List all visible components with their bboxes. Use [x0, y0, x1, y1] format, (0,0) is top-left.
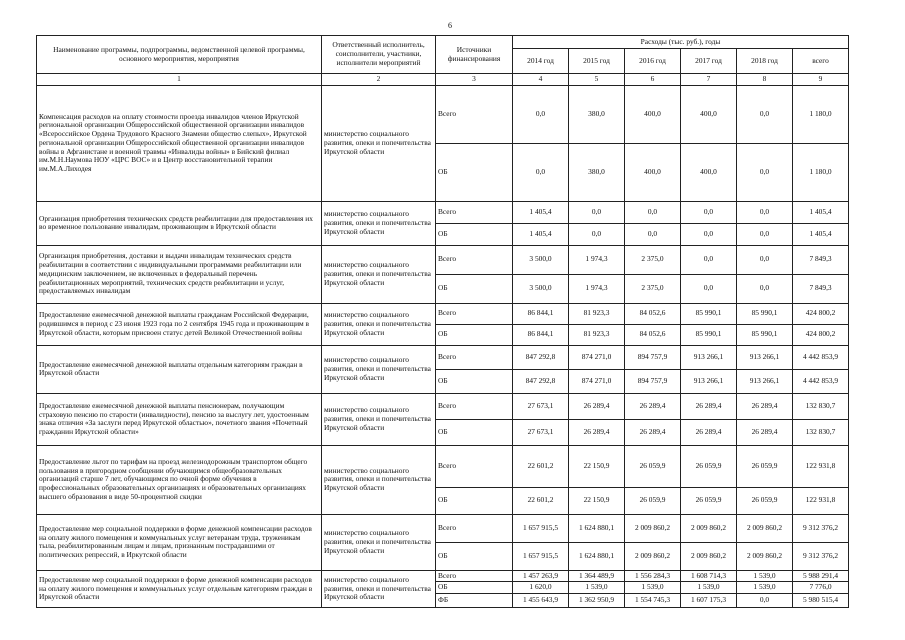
value-year: 1 657 915,5: [513, 542, 569, 570]
column-number: 9: [793, 74, 849, 86]
value-total: 7 849,3: [793, 245, 849, 274]
value-total: 1 405,4: [793, 223, 849, 245]
value-year: 22 150,9: [569, 487, 625, 514]
value-year: 3 500,0: [513, 274, 569, 303]
value-year: 26 289,4: [737, 419, 793, 445]
funding-source: ОБ: [436, 582, 513, 594]
funding-source: Всего: [436, 245, 513, 274]
value-year: 26 289,4: [569, 393, 625, 419]
header-name: Наименование программы, подпрограммы, ведомственной целевой программы, основного мероприятия, мероприятия: [37, 36, 322, 74]
value-year: 0,0: [513, 143, 569, 201]
value-total: 132 830,7: [793, 419, 849, 445]
value-year: 85 990,1: [737, 324, 793, 345]
value-year: 1 405,4: [513, 201, 569, 223]
measure-executor: министерство социального развития, опеки и попечительства Иркутской области: [322, 345, 436, 393]
value-year: 1 364 489,9: [569, 570, 625, 582]
value-year: 22 150,9: [569, 445, 625, 487]
value-year: 400,0: [625, 85, 681, 143]
value-year: 26 289,4: [681, 393, 737, 419]
value-total: 122 931,8: [793, 445, 849, 487]
value-year: 1 455 643,9: [513, 594, 569, 608]
measure-name: Предоставление мер социальной поддержки в форме денежной компенсации расходов на оплату жилого помещения и коммунальных услуг отдельным категориям граждан в Иркутской области: [37, 570, 322, 607]
value-year: 2 375,0: [625, 274, 681, 303]
value-year: 1 539,0: [737, 570, 793, 582]
value-year: 26 289,4: [625, 419, 681, 445]
table-row: [37, 85, 849, 143]
value-year: 2 009 860,2: [737, 514, 793, 542]
value-year: 1 608 714,3: [681, 570, 737, 582]
program-expenses-table: [36, 35, 849, 608]
value-year: 400,0: [681, 85, 737, 143]
value-year: 2 009 860,2: [625, 542, 681, 570]
header-source: Источники финансирования: [436, 36, 513, 74]
column-number-row: [37, 74, 849, 86]
measure-name: Компенсация расходов на оплату стоимости проезда инвалидов членов Иркутской региональной организации Общероссийской общественной организации инвалидов «Всероссийское Ордена Трудового Красного Знамени общество слепых», Иркутской региональной организации Общероссийской общественной организации инвалидов войны в Афганистане и военной травмы «Инвалиды войны» в Бийский филиал им.М.Н.Наумова НОУ «ЦРС ВОС» и в Центр восстановительной терапии им.М.А.Лиходея: [37, 85, 322, 201]
measure-executor: министерство социального развития, опеки и попечительства Иркутской области: [322, 393, 436, 445]
value-year: 1 457 263,9: [513, 570, 569, 582]
value-year: 0,0: [681, 274, 737, 303]
value-year: 3 500,0: [513, 245, 569, 274]
value-year: 1 405,4: [513, 223, 569, 245]
value-year: 2 375,0: [625, 245, 681, 274]
value-year: 380,0: [569, 85, 625, 143]
header-year: 2017 год: [681, 49, 737, 74]
value-total: 1 405,4: [793, 201, 849, 223]
table-row: [37, 514, 849, 542]
table-row: [37, 393, 849, 419]
funding-source: ОБ: [436, 143, 513, 201]
measure-executor: министерство социального развития, опеки и попечительства Иркутской области: [322, 85, 436, 201]
value-year: 81 923,3: [569, 303, 625, 324]
header-year: 2015 год: [569, 49, 625, 74]
column-number: 2: [322, 74, 436, 86]
funding-source: ОБ: [436, 369, 513, 393]
value-year: 26 289,4: [681, 419, 737, 445]
value-year: 85 990,1: [681, 303, 737, 324]
value-year: 26 289,4: [569, 419, 625, 445]
value-year: 1 607 175,3: [681, 594, 737, 608]
value-year: 84 052,6: [625, 303, 681, 324]
value-year: 2 009 860,2: [681, 514, 737, 542]
value-year: 0,0: [737, 143, 793, 201]
funding-source: Всего: [436, 514, 513, 542]
value-year: 1 539,0: [681, 582, 737, 594]
value-total: 424 800,2: [793, 303, 849, 324]
value-year: 380,0: [569, 143, 625, 201]
value-year: 847 292,8: [513, 345, 569, 369]
funding-source: Всего: [436, 345, 513, 369]
measure-executor: министерство социального развития, опеки и попечительства Иркутской области: [322, 245, 436, 303]
value-total: 4 442 853,9: [793, 369, 849, 393]
header-year: 2018 год: [737, 49, 793, 74]
column-number: 5: [569, 74, 625, 86]
funding-source: ФБ: [436, 594, 513, 608]
funding-source: Всего: [436, 570, 513, 582]
value-year: 84 052,6: [625, 324, 681, 345]
header-executor: Ответственный исполнитель, соисполнители, участники, исполнители мероприятий: [322, 36, 436, 74]
value-total: 122 931,8: [793, 487, 849, 514]
value-total: 9 312 376,2: [793, 514, 849, 542]
value-total: 132 830,7: [793, 393, 849, 419]
value-year: 86 844,1: [513, 303, 569, 324]
header-year: 2014 год: [513, 49, 569, 74]
value-total: 424 800,2: [793, 324, 849, 345]
value-year: 913 266,1: [681, 369, 737, 393]
header-expenses: Расходы (тыс. руб.), годы: [513, 36, 849, 49]
value-year: 1 554 745,3: [625, 594, 681, 608]
table-row: [37, 570, 849, 582]
measure-executor: министерство социального развития, опеки и попечительства Иркутской области: [322, 303, 436, 345]
value-year: 0,0: [569, 223, 625, 245]
value-year: 26 059,9: [625, 487, 681, 514]
value-year: 1 624 880,1: [569, 514, 625, 542]
funding-source: Всего: [436, 393, 513, 419]
measure-executor: министерство социального развития, опеки и попечительства Иркутской области: [322, 570, 436, 607]
measure-name: Предоставление льгот по тарифам на проезд железнодорожным транспортом общего пользования в пригородном сообщении обучающимся общеобразовательных организаций старше 7 лет, обучающимся по очной форме обучения в профессиональных образовательных организациях и образовательных организациях высшего образования в виде 50-процентной скидки: [37, 445, 322, 514]
value-year: 0,0: [737, 274, 793, 303]
value-year: 847 292,8: [513, 369, 569, 393]
value-year: 86 844,1: [513, 324, 569, 345]
value-year: 1 974,3: [569, 274, 625, 303]
column-number: 8: [737, 74, 793, 86]
value-year: 1 657 915,5: [513, 514, 569, 542]
value-year: 0,0: [625, 201, 681, 223]
column-number: 7: [681, 74, 737, 86]
value-year: 1 539,0: [569, 582, 625, 594]
column-number: 3: [436, 74, 513, 86]
funding-source: ОБ: [436, 223, 513, 245]
value-year: 0,0: [737, 245, 793, 274]
value-total: 9 312 376,2: [793, 542, 849, 570]
table-row: [37, 245, 849, 274]
column-number: 4: [513, 74, 569, 86]
value-year: 874 271,0: [569, 369, 625, 393]
value-year: 85 990,1: [681, 324, 737, 345]
value-total: 7 849,3: [793, 274, 849, 303]
funding-source: Всего: [436, 445, 513, 487]
value-year: 27 673,1: [513, 393, 569, 419]
value-year: 913 266,1: [737, 369, 793, 393]
funding-source: ОБ: [436, 274, 513, 303]
value-year: 26 059,9: [681, 445, 737, 487]
value-year: 1 556 284,3: [625, 570, 681, 582]
measure-name: Предоставление мер социальной поддержки в форме денежной компенсации расходов на оплату жилого помещения и коммунальных услуг ветеранам труда, труженикам тыла, реабилитированным лицам и лицам, признанным пострадавшими от политических репрессий, в Иркутской области: [37, 514, 322, 570]
value-year: 1 974,3: [569, 245, 625, 274]
value-year: 874 271,0: [569, 345, 625, 369]
measure-executor: министерство социального развития, опеки и попечительства Иркутской области: [322, 514, 436, 570]
value-year: 0,0: [737, 201, 793, 223]
table-row: [37, 201, 849, 223]
value-total: 1 180,0: [793, 85, 849, 143]
value-total: 1 180,0: [793, 143, 849, 201]
value-year: 2 009 860,2: [625, 514, 681, 542]
value-year: 0,0: [681, 223, 737, 245]
value-year: 0,0: [569, 201, 625, 223]
header-total: всего: [793, 49, 849, 74]
value-year: 0,0: [737, 594, 793, 608]
value-year: 1 539,0: [625, 582, 681, 594]
measure-executor: министерство социального развития, опеки и попечительства Иркутской области: [322, 201, 436, 245]
value-year: 26 059,9: [625, 445, 681, 487]
funding-source: ОБ: [436, 542, 513, 570]
funding-source: ОБ: [436, 324, 513, 345]
value-year: 1 539,0: [737, 582, 793, 594]
value-year: 894 757,9: [625, 345, 681, 369]
value-year: 0,0: [681, 245, 737, 274]
value-year: 400,0: [681, 143, 737, 201]
value-year: 913 266,1: [737, 345, 793, 369]
column-number: 6: [625, 74, 681, 86]
value-year: 27 673,1: [513, 419, 569, 445]
value-total: 7 776,0: [793, 582, 849, 594]
value-year: 0,0: [681, 201, 737, 223]
value-year: 913 266,1: [681, 345, 737, 369]
value-year: 81 923,3: [569, 324, 625, 345]
header-year: 2016 год: [625, 49, 681, 74]
page-number: 6: [448, 21, 452, 30]
value-year: 894 757,9: [625, 369, 681, 393]
value-year: 400,0: [625, 143, 681, 201]
value-year: 26 059,9: [737, 487, 793, 514]
value-year: 0,0: [737, 85, 793, 143]
funding-source: ОБ: [436, 419, 513, 445]
table-body: [37, 85, 849, 607]
measure-name: Организация приобретения технических средств реабилитации для предоставления их во временное пользование инвалидам, проживающим в Иркутской области: [37, 201, 322, 245]
table-row: [37, 345, 849, 369]
funding-source: Всего: [436, 303, 513, 324]
value-year: 26 059,9: [681, 487, 737, 514]
measure-name: Предоставление ежемесячной денежной выплаты гражданам Российской Федерации, родившимся в период с 23 июня 1923 года по 2 сентября 1945 года и проживающим в Иркутской области, которым присвоен статус детей Великой Отечественной войны: [37, 303, 322, 345]
value-year: 26 289,4: [625, 393, 681, 419]
table-row: [37, 445, 849, 487]
value-year: 26 289,4: [737, 393, 793, 419]
measure-name: Предоставление ежемесячной денежной выплаты отдельным категориям граждан в Иркутской области: [37, 345, 322, 393]
measure-name: Предоставление ежемесячной денежной выплаты пенсионерам, получающим страховую пенсию по старости (инвалидности), пенсию за выслугу лет, удостоенным знака отличия «За заслуги перед Иркутской областью», почетного звания «Почетный гражданин Иркутской области»: [37, 393, 322, 445]
value-year: 0,0: [737, 223, 793, 245]
column-number: 1: [37, 74, 322, 86]
value-year: 2 009 860,2: [737, 542, 793, 570]
value-year: 2 009 860,2: [681, 542, 737, 570]
value-year: 1 620,0: [513, 582, 569, 594]
value-year: 0,0: [625, 223, 681, 245]
value-year: 85 990,1: [737, 303, 793, 324]
measure-executor: министерство социального развития, опеки и попечительства Иркутской области: [322, 445, 436, 514]
value-year: 26 059,9: [737, 445, 793, 487]
table-row: [37, 303, 849, 324]
funding-source: Всего: [436, 201, 513, 223]
value-year: 1 362 950,9: [569, 594, 625, 608]
value-year: 22 601,2: [513, 445, 569, 487]
value-year: 1 624 880,1: [569, 542, 625, 570]
measure-name: Организация приобретения, доставки и выдачи инвалидам технических средств реабилитации в соответствии с индивидуальными программами реабилитации или медицинским заключением, не включенных в федеральный перечень реабилитационных мероприятий, технических средств реабилитации и услуг, предоставляемых инвалидам: [37, 245, 322, 303]
value-year: 22 601,2: [513, 487, 569, 514]
funding-source: ОБ: [436, 487, 513, 514]
value-total: 5 988 291,4: [793, 570, 849, 582]
value-total: 4 442 853,9: [793, 345, 849, 369]
funding-source: Всего: [436, 85, 513, 143]
value-year: 0,0: [513, 85, 569, 143]
value-total: 5 980 515,4: [793, 594, 849, 608]
